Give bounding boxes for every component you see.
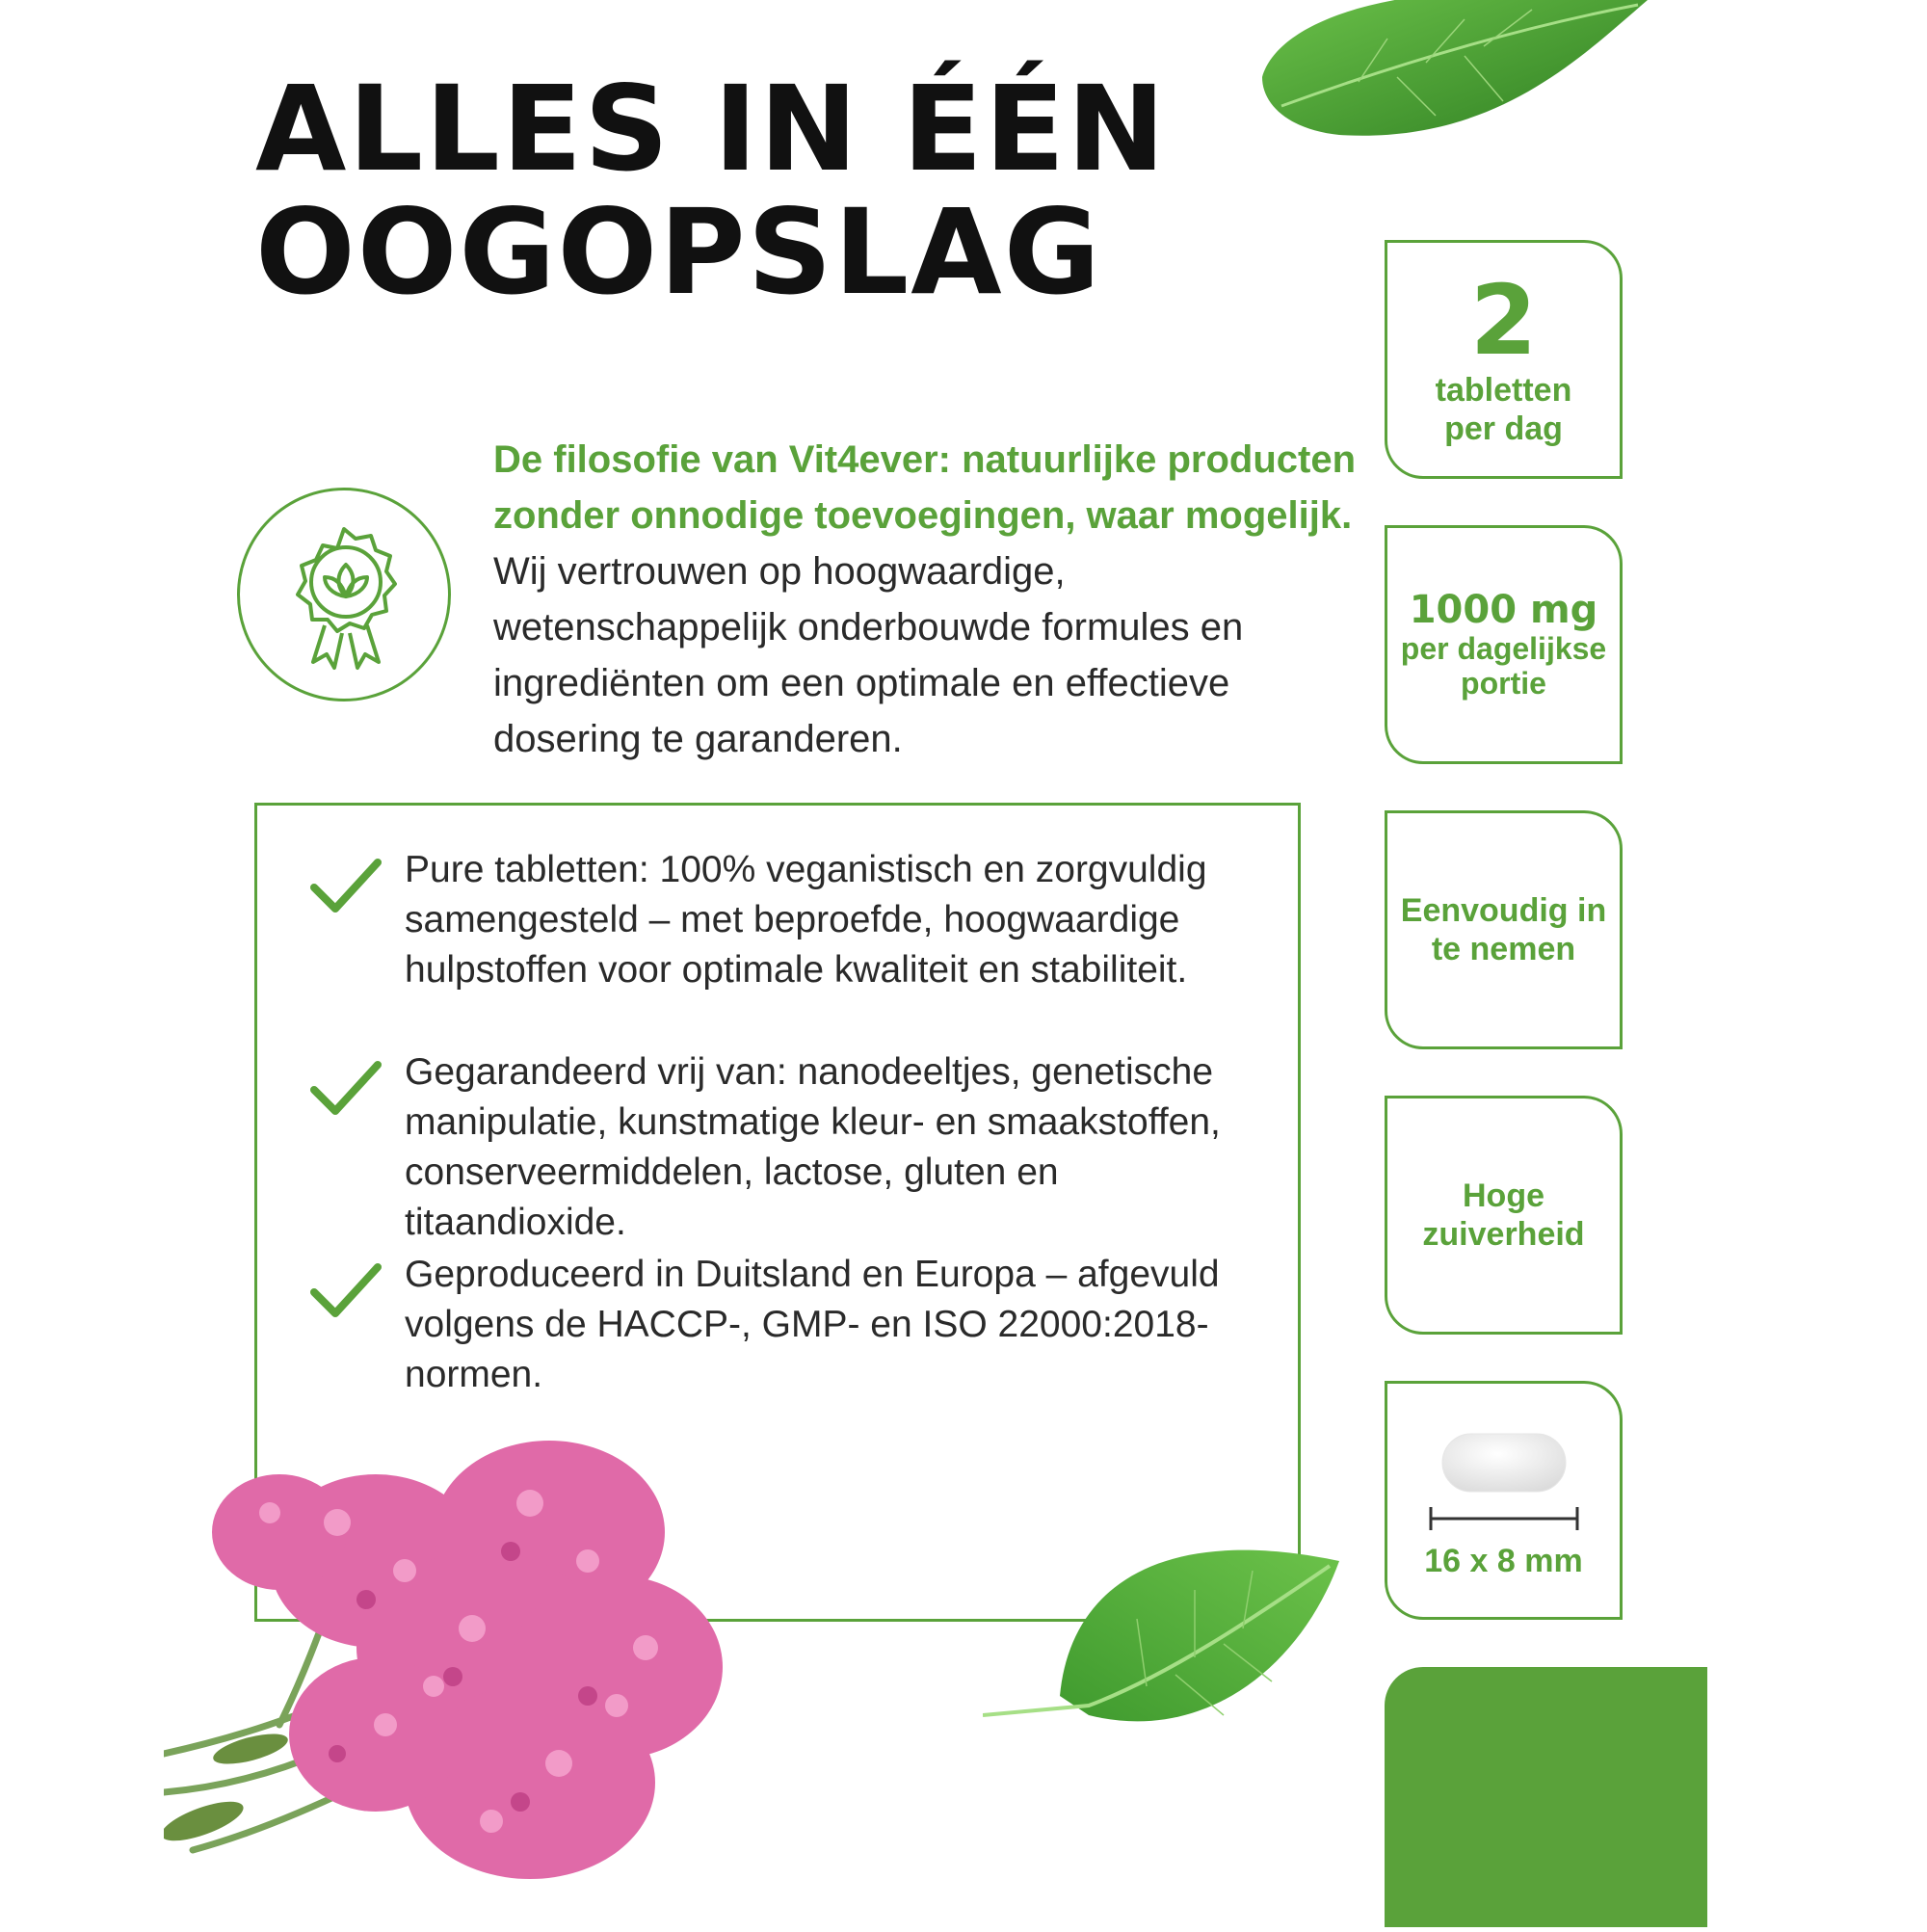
card-tablet-size — [1385, 1381, 1623, 1620]
card-tablets-per-day — [1385, 240, 1623, 479]
leaf-image-bottom — [983, 1513, 1349, 1744]
purity-label-line2: zuiverheid — [1422, 1216, 1585, 1253]
valerian-flower-image — [164, 1416, 761, 1927]
tablets-label-line1: tabletten — [1435, 372, 1572, 409]
feature-text: Pure tabletten: 100% veganistisch en zorgvuldig samengesteld – met beproefde, hoogwaardige hulpstoffen voor optimale kwaliteit en stabiliteit. — [405, 849, 1207, 991]
card-daily-dose — [1385, 525, 1623, 764]
green-accent-block — [1385, 1667, 1707, 1927]
easy-label-line2: te nemen — [1431, 931, 1576, 967]
dose-label-line1: per dagelijkse — [1400, 631, 1607, 666]
page-title — [255, 61, 1168, 321]
title-line-2: OOGOPSLAG — [255, 184, 1102, 321]
leaf-image-top — [1243, 0, 1667, 145]
dose-label-line2: portie — [1461, 666, 1546, 701]
philosophy-highlight: De filosofie van Vit4ever: natuurlijke producten zonder onnodige toevoegingen, waar mogelijk. — [493, 438, 1357, 537]
feature-item — [308, 845, 1272, 1009]
tablets-label-line2: per dag — [1444, 410, 1563, 447]
checkmark-icon — [308, 1055, 385, 1123]
card-high-purity — [1385, 1096, 1623, 1335]
dose-value: 1000 mg — [1409, 588, 1598, 632]
philosophy-text — [493, 432, 1360, 767]
tablets-count: 2 — [1469, 264, 1538, 377]
tablet-size-label: 16 x 8 mm — [1424, 1543, 1583, 1579]
card-easy-to-take — [1385, 810, 1623, 1049]
feature-text: Gegarandeerd vrij van: nanodeeltjes, genetische manipulatie, kunstmatige kleur- en smaakstoffen, conserveermiddelen, lactose, gluten en titaandioxide. — [405, 1051, 1221, 1243]
quality-rosette-icon — [240, 490, 448, 699]
feature-item — [308, 1047, 1272, 1243]
tablet-size-icon — [1408, 1430, 1600, 1536]
easy-label-line1: Eenvoudig in — [1400, 892, 1607, 929]
quality-badge — [237, 488, 451, 701]
title-line-1: ALLES IN ÉÉN — [255, 61, 1168, 198]
purity-label-line1: Hoge — [1463, 1178, 1544, 1214]
feature-text: Geproduceerd in Duitsland en Europa – afgevuld volgens de HACCP-, GMP- en ISO 22000:2018-normen. — [405, 1254, 1220, 1395]
checkmark-icon — [308, 853, 385, 920]
checkmark-icon — [308, 1257, 385, 1325]
feature-item — [308, 1250, 1272, 1414]
philosophy-body: Wij vertrouwen op hoogwaardige, wetenschappelijk onderbouwde formules en ingrediënten om een optimale en effectieve dosering te garanderen. — [493, 550, 1244, 760]
